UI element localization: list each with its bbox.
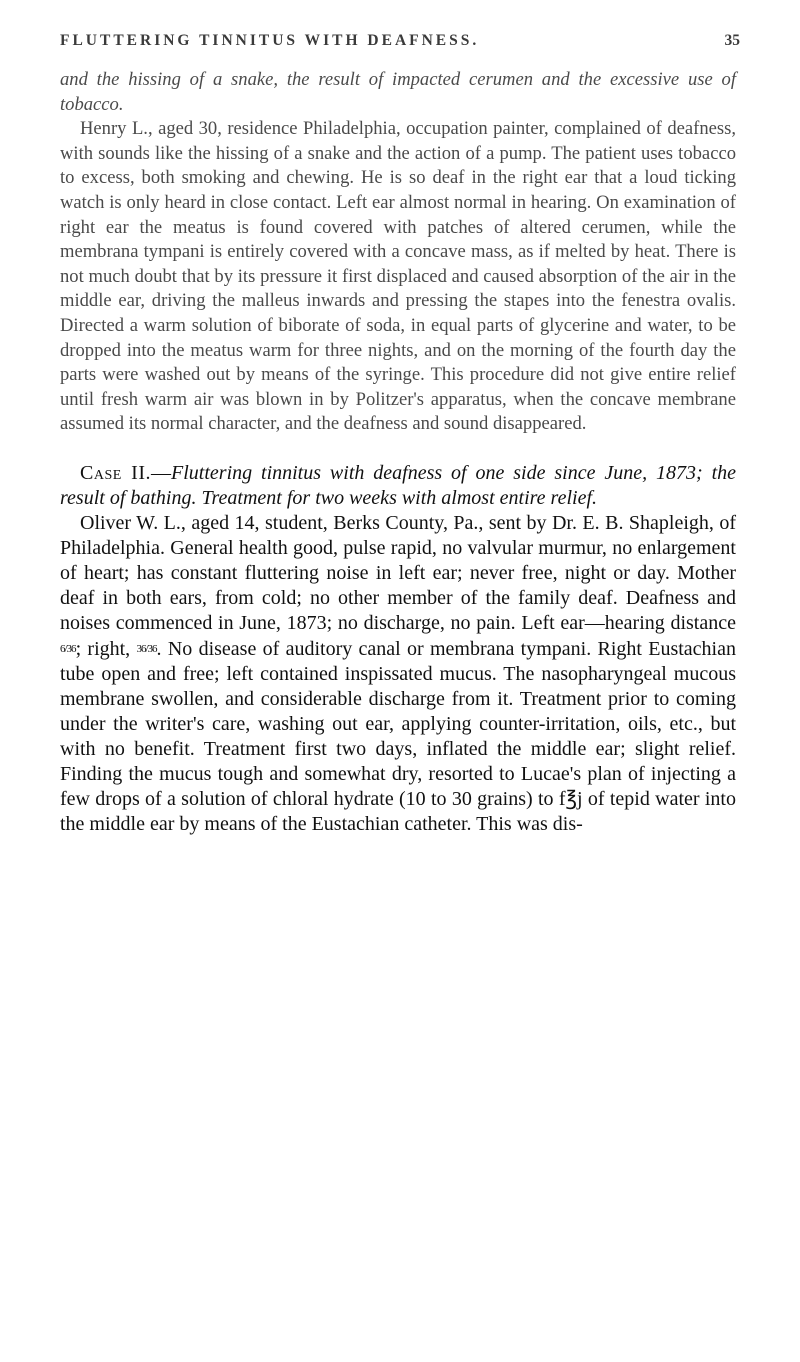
book-page [60,0,740,1362]
case-2-heading [60,461,736,511]
running-header [60,32,740,56]
body-text [60,68,736,837]
running-title: FLUTTERING TINNITUS WITH DEAFNESS. [60,32,480,49]
hearing-distance-right: 36/36 [136,642,157,655]
case-2-label: Case II. [80,461,152,484]
case-1-heading-tail [60,68,736,117]
page-number: 35 [724,32,740,49]
hearing-distance-left: 6/36 [60,642,76,655]
case-2-text-part-3: . No disease of auditory canal or membrana tympani. Right Eustachian tube open and free; left contained inspissated mucus. The nasopharyngeal mucous membrane swollen, and considerable discharge from it. Treatment prior to coming under the writer's care, washing out ear, applying counter-irritation, oils, etc., but with no benefit. Treatment first two days, inflated the middle ear; slight relief. Finding the mucus tough and somewhat dry, resorted to Lucae's plan of injecting a few drops of a solution of chloral hydrate (10 to 30 grains) to f℥j of tepid water into the middle ear by means of the Eustachian catheter. This was dis- [60,637,736,836]
case-2-text-part-1: Oliver W. L., aged 14, student, Berks County, Pa., sent by Dr. E. B. Shapleigh, of Philadelphia. General health good, pulse rapid, no valvular murmur, no enlargement of heart; has constant fluttering noise in left ear; never free, night or day. Mother deaf in both ears, from cold; no other member of the family deaf. Deafness and noises commenced in June, 1873; no discharge, no pain. Left ear—hearing distance [60,512,736,635]
case-2-dash: — [151,461,172,484]
case-2-text-part-2: ; right, [75,637,131,660]
case-1-paragraph: Henry L., aged 30, residence Philadelphia, occupation painter, complained of deafness, with sounds like the hissing of a snake and the action of a pump. The patient uses tobacco to excess, both smoking and chewing. He is so deaf in the right ear that a loud ticking watch is only heard in close contact. Left ear almost normal in hearing. On examination of right ear the meatus is found covered with patches of altered cerumen, while the membrana tympani is entirely covered with a concave mass, as if melted by heat. There is not much doubt that by its pressure it first displaced and caused absorption of the air in the middle ear, driving the malleus inwards and pressing the stapes into the fenestra ovalis. Directed a warm solution of biborate of soda, in equal parts of glycerine and water, to be dropped into the meatus warm for three nights, and on the morning of the fourth day the parts were washed out by means of the syringe. This procedure did not give entire relief until fresh warm air was blown in by Politzer's apparatus, when the concave membrane assumed its normal character, and the deafness and sound disappeared. [60,118,736,435]
case-2-paragraph [60,511,736,837]
case-1-heading-italic: and the hissing of a snake, the result of impacted cerumen and the excessive use of tobacco. [60,69,736,115]
case-2-heading-italic: Fluttering tinnitus with deafness of one side since June, 1873; the result of bathing. Treatment for two weeks with almost entire relief. [60,461,736,509]
